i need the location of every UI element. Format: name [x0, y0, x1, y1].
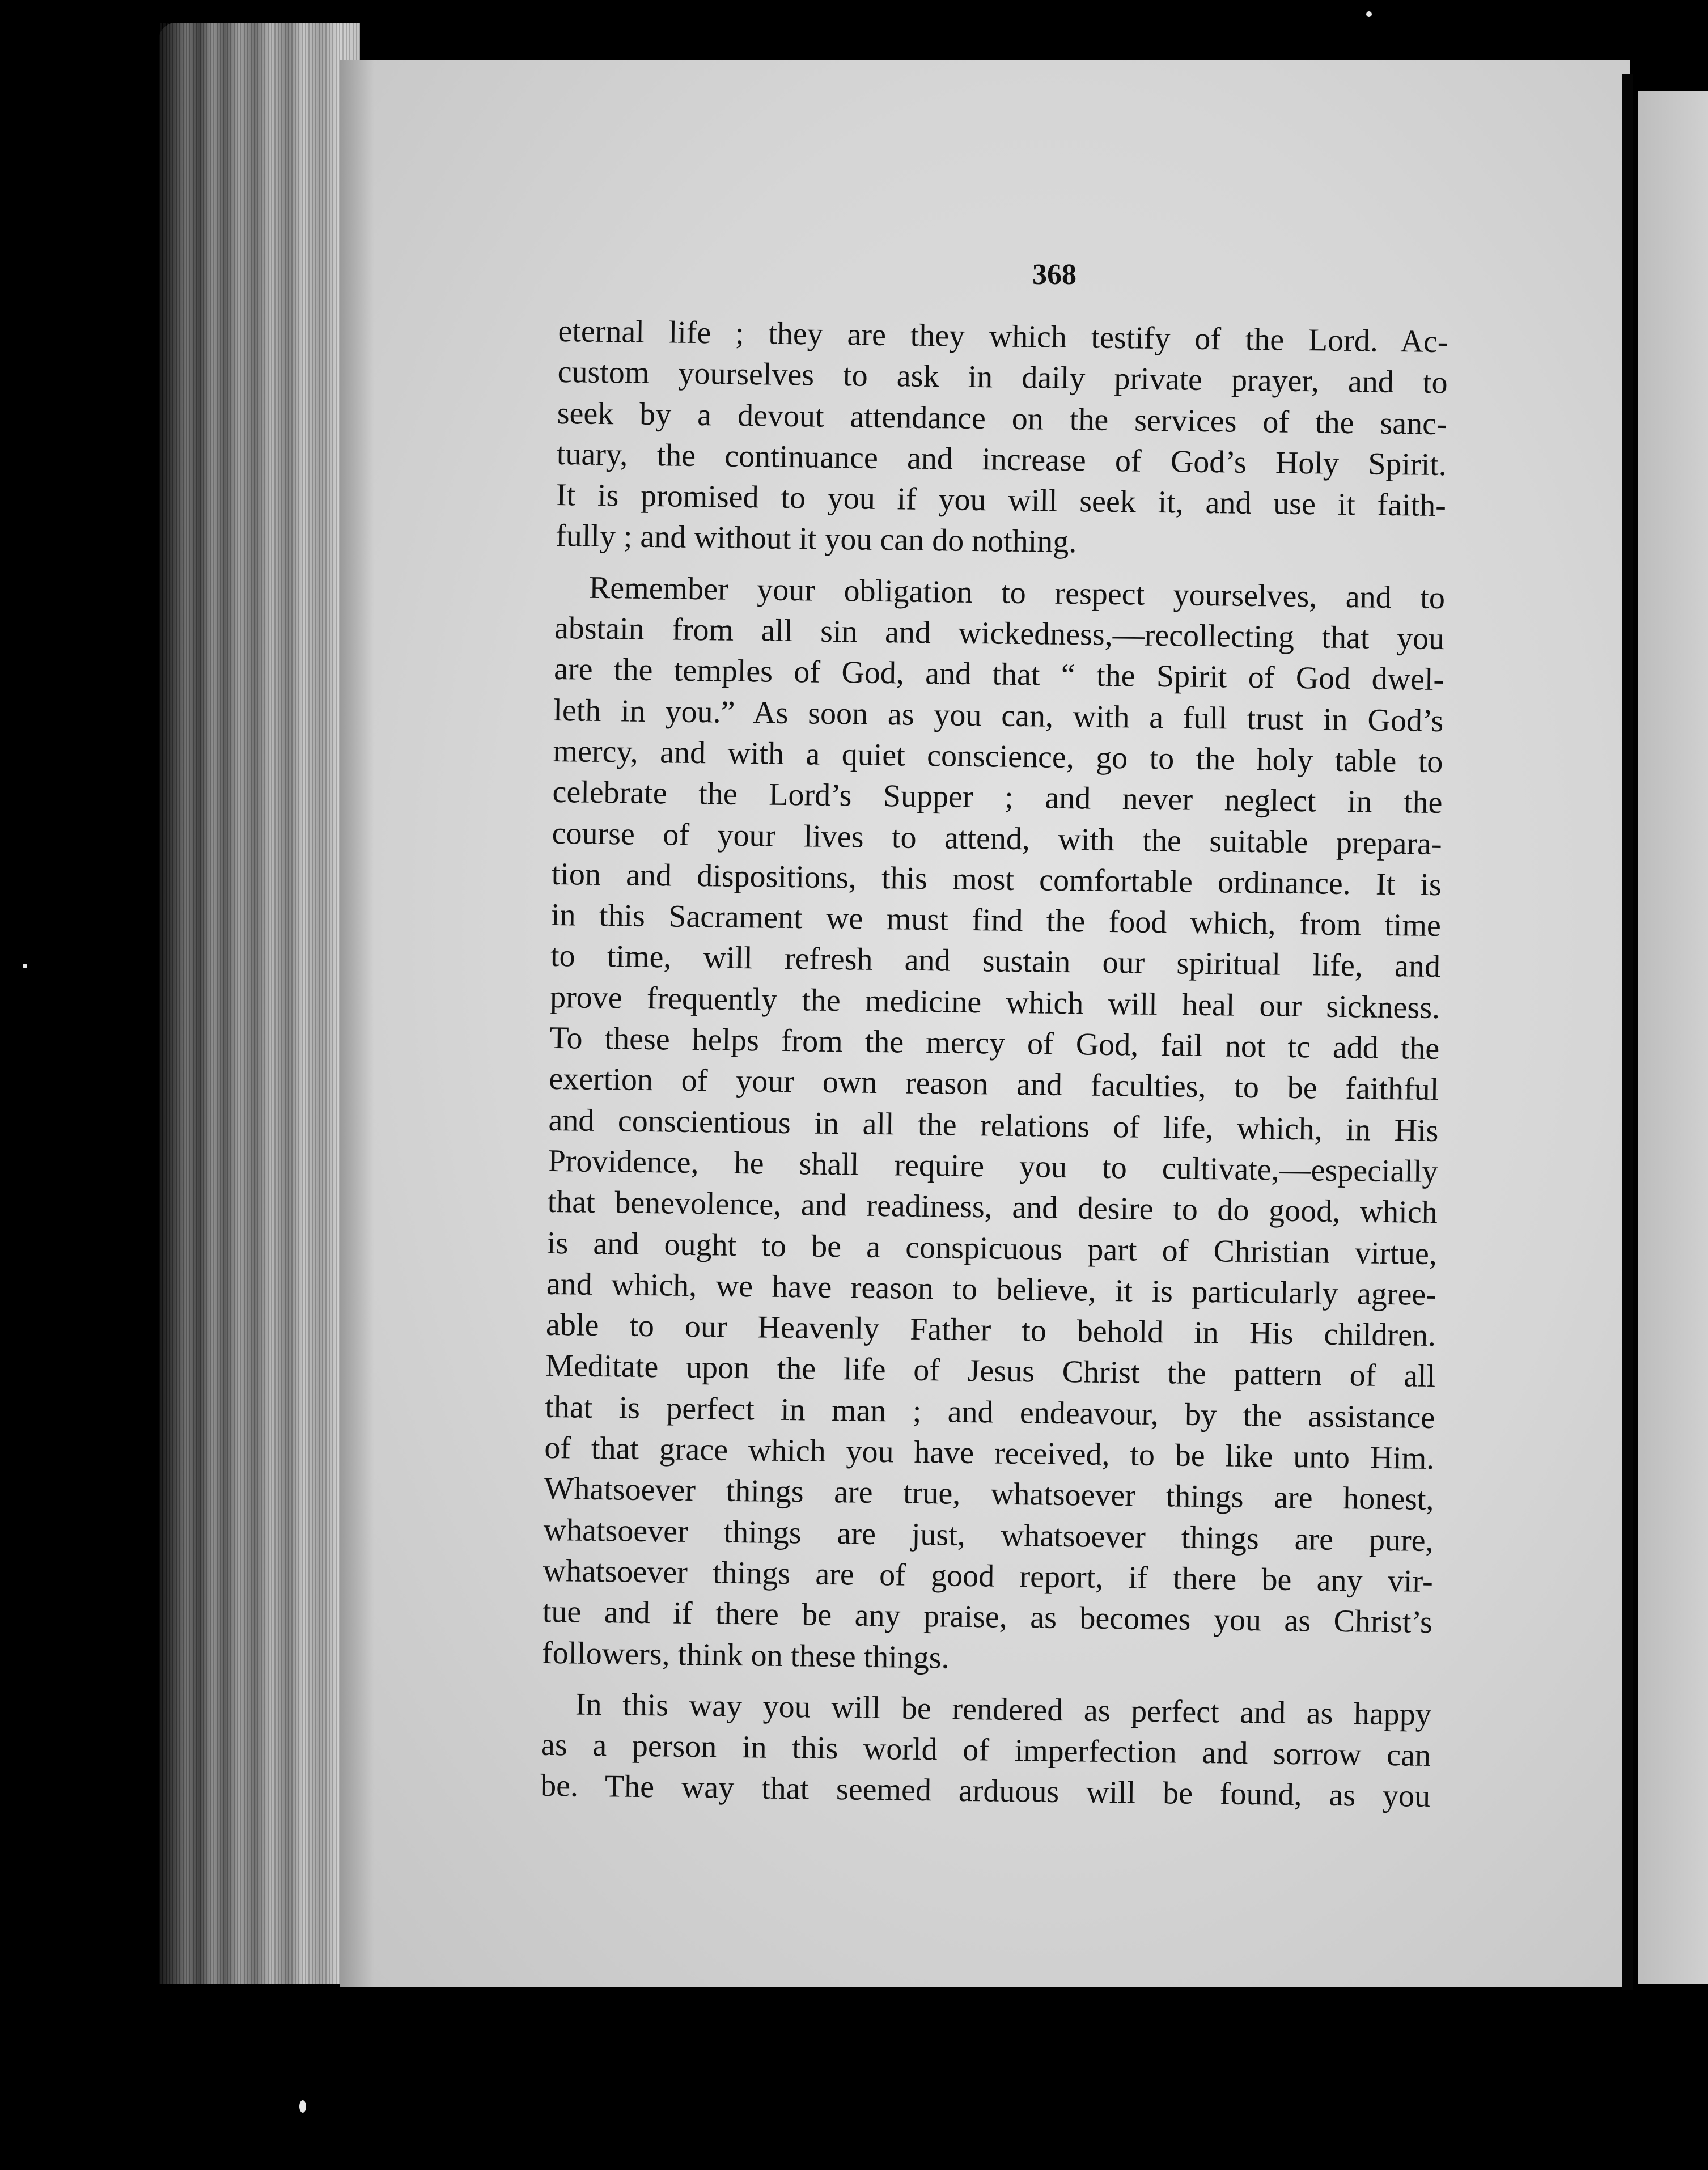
page-fold-line	[1622, 74, 1633, 1990]
paragraph-2	[542, 567, 1446, 1684]
text-line: celebrate the Lord’s Supper ; and never neglect in the	[552, 774, 1443, 821]
text-line: that is perfect in man ; and endeavour, by the assistance	[544, 1389, 1435, 1435]
text-line: custom yourselves to ask in daily private prayer, and to	[557, 354, 1448, 401]
dust-speck	[299, 2100, 306, 2113]
text-line: To these helps from the mercy of God, fail not tc add the	[549, 1020, 1440, 1067]
page-gutter-shadow	[340, 60, 374, 1987]
paragraph-1	[556, 311, 1448, 567]
text-line: seek by a devout attendance on the services of the sanc-	[557, 395, 1448, 442]
text-line: fully ; and without it you can do nothing.	[555, 518, 1077, 560]
text-line: be. The way that seemed arduous will be found, as you	[540, 1768, 1431, 1815]
text-line: course of your lives to attend, with the suitable prepara-	[552, 815, 1443, 862]
dust-speck	[1366, 11, 1372, 17]
text-line: abstain from all sin and wickedness,—recollecting that you	[554, 611, 1445, 657]
text-line: followers, think on these things.	[541, 1635, 950, 1676]
paragraph-3	[540, 1684, 1432, 1817]
facing-page-edge	[1638, 91, 1708, 1984]
text-line: that benevolence, and readiness, and desire to do good, which	[547, 1184, 1438, 1231]
text-line: tue and if there be any praise, as becomes you as Christ’s	[542, 1594, 1433, 1641]
text-line: tuary, the continuance and increase of God’s Holy Spirit.	[556, 436, 1447, 483]
book-page-edges	[159, 23, 360, 1984]
text-line: tion and dispositions, this most comfortable ordinance. It is	[551, 856, 1442, 902]
dust-speck	[23, 964, 27, 968]
text-line: of that grace which you have received, to be like unto Him.	[544, 1430, 1435, 1477]
text-line: prove frequently the medicine which will heal our sickness.	[549, 979, 1440, 1025]
text-line: in this Sacrament we must find the food which, from time	[550, 897, 1442, 944]
text-line: whatsoever things are of good report, if there be any vir-	[543, 1553, 1434, 1599]
text-line: leth in you.” As soon as you can, with a full trust in God’s	[553, 692, 1444, 739]
text-line: as a person in this world of imperfection and sorrow can	[540, 1727, 1431, 1774]
text-line: exertion of your own reason and faculties, to be faithful	[549, 1061, 1439, 1108]
text-line: In this way you will be rendered as perfect and as happy	[575, 1686, 1432, 1732]
text-line: are the temples of God, and that “ the Spirit of God dwel-	[553, 651, 1444, 698]
text-line: Whatsoever things are true, whatsoever things are honest,	[544, 1471, 1434, 1518]
text-line: eternal life ; they are they which testify of the Lord. Ac-	[558, 313, 1448, 360]
text-line: Remember your obligation to respect yourselves, and to	[588, 570, 1446, 616]
text-line: and conscientious in all the relations of life, which, in His	[548, 1102, 1439, 1148]
text-line: It is promised to you if you will seek it, and use it faith-	[556, 477, 1447, 524]
text-line: whatsoever things are just, whatsoever things are pure,	[543, 1512, 1434, 1558]
text-line: Providence, he shall require you to cultivate,—especially	[548, 1143, 1438, 1190]
text-line: and which, we have reason to believe, it is particularly agree-	[546, 1266, 1437, 1312]
text-line: is and ought to be a conspicuous part of Christian virtue,	[546, 1225, 1438, 1272]
text-line: mercy, and with a quiet conscience, go to the holy table to	[553, 733, 1443, 780]
page-number: 368	[1032, 258, 1076, 291]
text-line: Meditate upon the life of Jesus Christ the pattern of all	[545, 1348, 1436, 1395]
text-line: to time, will refresh and sustain our spiritual life, and	[550, 938, 1441, 985]
text-line: able to our Heavenly Father to behold in His children.	[545, 1307, 1436, 1354]
body-text	[540, 311, 1448, 1817]
